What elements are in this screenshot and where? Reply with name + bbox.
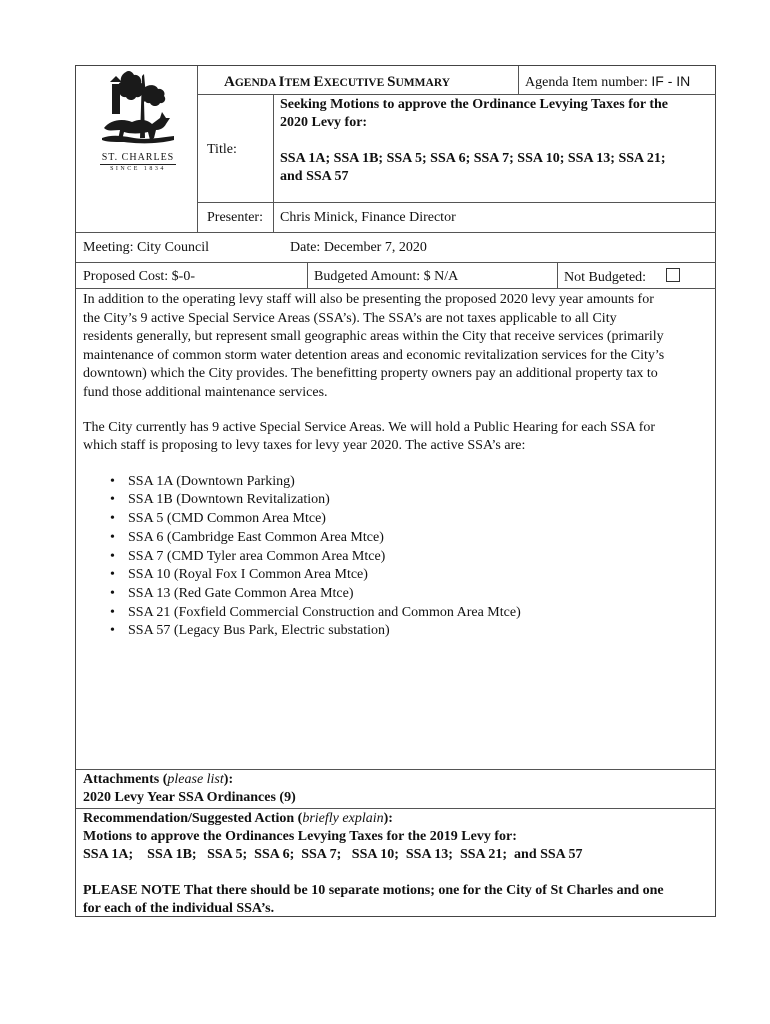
ssa-list [83,473,713,641]
attachments-divider [76,808,716,809]
logo-name: ST. CHARLES [101,152,175,163]
para1-line: downtown) which the City provides. The benefitting property owners pay an additional property tax to [83,366,658,382]
executive-summary-form [75,65,716,917]
attachments-label: Attachments [83,772,160,787]
list-item: • SSA 13 (Red Gate Common Area Mtce) [83,585,713,604]
para1-line: residents generally, but represent small geographic areas within the City that receive services (primarily [83,329,664,345]
list-item: • SSA 5 (CMD Common Area Mtce) [83,510,713,529]
date-field: Date: December 7, 2020 [290,240,427,255]
title-label-divider [273,94,274,233]
para1-line: the City’s 9 active Special Service Areas (SSA’s). The SSA’s are not taxes applicable to all City [83,310,617,326]
para2-line: which staff is proposing to levy taxes for levy year 2020. The active SSA’s are: [83,438,526,454]
para1-line: In addition to the operating levy staff will also be presenting the proposed 2020 levy year amounts for [83,292,654,307]
agenda-number-value: IF - IN [651,73,691,89]
summary-body [83,291,713,641]
summary-heading [224,73,514,91]
agenda-item-number [525,72,715,92]
presenter-label: Presenter: [207,210,263,225]
heading-word-3: EXECUTIVE [313,74,388,90]
agenda-number-divider [518,66,519,95]
title-line-3: SSA 1A; SSA 1B; SSA 5; SSA 6; SSA 7; SSA 10; SSA 13; SSA 21; [280,151,666,166]
proposed-cost-field: Proposed Cost: $-0- [83,269,195,284]
title-label: Title: [207,142,237,157]
list-item: • SSA 1B (Downtown Revitalization) [83,491,713,510]
title-divider [197,202,716,203]
list-item: • SSA 7 (CMD Tyler area Common Area Mtce) [83,548,713,567]
para1-line: maintenance of common storm water detention areas and economic revitalization services for the City’s [83,347,665,363]
not-budgeted-field [564,268,680,287]
recommendation-section [83,810,715,918]
recommendation-line-1: Motions to approve the Ordinances Levying Taxes for the 2019 Levy for: [83,829,517,844]
attachments-hint: please list [167,772,224,787]
not-budgeted-checkbox[interactable] [666,268,680,282]
heading-word-4: SUMMARY [387,74,451,90]
not-budgeted-label: Not Budgeted: [564,270,647,285]
header-divider [197,94,716,95]
cost-divider-2 [557,262,558,289]
cost-divider-1 [307,262,308,289]
body-paragraph-1 [83,291,713,403]
list-item: • SSA 10 (Royal Fox I Common Area Mtce) [83,566,713,585]
attachments-heading: Attachments (please list): [83,772,234,787]
presenter-divider [76,232,716,233]
title-line-4: and SSA 57 [280,169,349,184]
body-paragraph-2 [83,419,713,456]
budgeted-amount-field: Budgeted Amount: $ N/A [314,269,459,284]
cost-divider [76,288,716,289]
presenter-value: Chris Minick, Finance Director [280,210,456,225]
meeting-divider [76,262,716,263]
recommendation-note-2: for each of the individual SSA’s. [83,901,275,916]
logo-since: SINCE 1834 [110,166,166,172]
agenda-number-label: Agenda Item number: [525,75,648,90]
para1-line: fund those additional maintenance services. [83,384,328,400]
logo-divider [197,66,198,233]
heading-word-2: ITEM [278,74,314,90]
list-item: • SSA 1A (Downtown Parking) [83,473,713,492]
title-value [280,96,716,186]
recommendation-hint: briefly explain [302,811,384,826]
list-item: • SSA 21 (Foxfield Commercial Construction and Common Area Mtce) [83,604,713,623]
list-item: • SSA 6 (Cambridge East Common Area Mtce) [83,529,713,548]
title-line-1: Seeking Motions to approve the Ordinance Levying Taxes for the [280,97,669,112]
recommendation-label: Recommendation/Suggested Action [83,811,295,826]
title-line-2: 2020 Levy for: [280,115,368,130]
body-divider [76,769,716,770]
meeting-field: Meeting: City Council [83,240,209,255]
fox-tree-logo-icon [100,68,176,146]
list-item: • SSA 57 (Legacy Bus Park, Electric substation) [83,622,713,641]
recommendation-heading: Recommendation/Suggested Action (briefly explain): [83,811,393,826]
para2-line: The City currently has 9 active Special Service Areas. We will hold a Public Hearing for each SSA for [83,419,656,435]
attachments-value: 2020 Levy Year SSA Ordinances (9) [83,790,296,805]
recommendation-line-2: SSA 1A; SSA 1B; SSA 5; SSA 6; SSA 7; SSA 10; SSA 13; SSA 21; and SSA 57 [83,847,583,862]
city-logo [100,68,176,170]
attachments-section [83,771,713,807]
recommendation-note-1: PLEASE NOTE That there should be 10 separate motions; one for the City of St Charles and one [83,883,664,898]
heading-word-1: AGENDA [224,74,279,90]
